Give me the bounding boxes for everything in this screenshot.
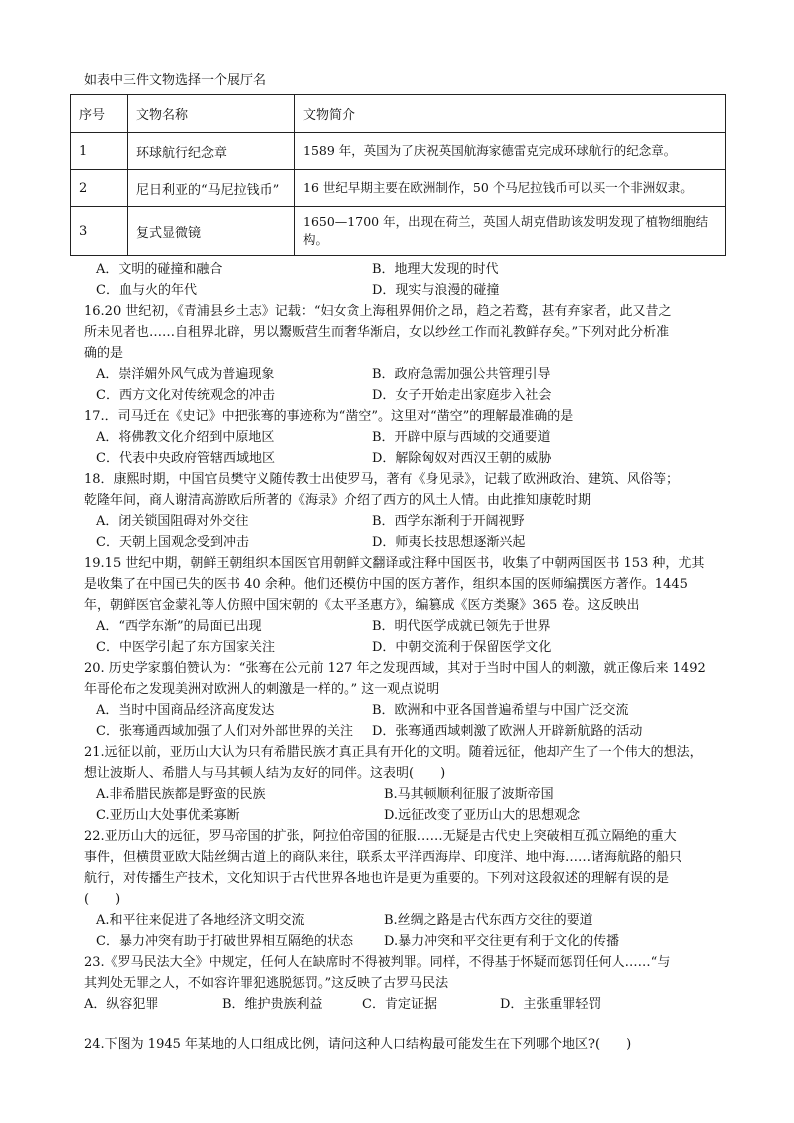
q22-option-d: D.暴力冲突和平交往更有利于文化的传播 — [384, 934, 620, 949]
q15-option-b: B．地理大发现的时代 — [372, 262, 499, 277]
q21-option-d: D.远征改变了亚历山大的思想观念 — [384, 808, 581, 823]
q18-stem-line: 18．康熙时期，中国官员樊守义随传教士出使罗马，著有《身见录》，记载了欧洲政治、建筑、风俗等； — [84, 472, 680, 487]
q23-option-d: D．主张重罪轻罚 — [500, 997, 602, 1012]
q15-option-c: C．血与火的年代 — [96, 283, 197, 298]
q23-option-a: A．纵容犯罪 — [84, 997, 159, 1012]
table-header-row — [71, 95, 726, 133]
q17-stem-line: 17.．司马迁在《史记》中把张骞的事迹称为“凿空”。这里对“凿空”的理解最准确的是 — [84, 409, 574, 424]
header-no: 序号 — [71, 95, 128, 133]
q16-stem-line: 16.20 世纪初，《青浦县乡土志》记载：“妇女贪上海租界佣价之昂，趋之若鹜，甚有弃家者，此又昔之 — [84, 304, 672, 319]
row-no: 2 — [71, 170, 128, 207]
q17-option-a: A．将佛教文化介绍到中原地区 — [96, 430, 275, 445]
q18-option-d: D．师夷长技思想逐渐兴起 — [372, 535, 526, 550]
q15-option-d: D．现实与浪漫的碰撞 — [372, 283, 500, 298]
q18-option-a: A．闭关锁国阻碍对外交往 — [96, 514, 249, 529]
q20-stem-line: 年哥伦布之发现美洲对欧洲人的刺激是一样的。” 这一观点说明 — [84, 682, 440, 697]
q24-stem-line: 24.下图为 1945 年某地的人口组成比例，请问这种人口结构最可能发生在下列哪个地区?( ) — [84, 1037, 632, 1052]
q19-option-b: B．明代医学成就已领先于世界 — [372, 619, 551, 634]
q18-option-b: B．西学东渐利于开阔视野 — [372, 514, 525, 529]
q21-option-b: B.马其顿顺利征服了波斯帝国 — [384, 787, 554, 802]
q19-stem-line: 是收集了在中国已失的医书 40 余种。他们还模仿中国的医方著作，组织本国的医师编撰医方著作。1445 — [84, 577, 688, 592]
row-no: 3 — [71, 207, 128, 256]
q17-option-d: D．解除匈奴对西汉王朝的威胁 — [372, 451, 552, 466]
q16-option-c: C．西方文化对传统观念的冲击 — [96, 388, 275, 403]
q20-option-c: C．张骞通西域加强了人们对外部世界的关注 — [96, 724, 353, 739]
q16-option-d: D．女子开始走出家庭步入社会 — [372, 388, 552, 403]
table-intro: 如表中三件文物选择一个展厅名 — [84, 73, 267, 88]
table-row — [71, 207, 726, 256]
q18-option-c: C．天朝上国观念受到冲击 — [96, 535, 249, 550]
q20-option-b: B．欧洲和中亚各国普遍希望与中国广泛交流 — [372, 703, 629, 718]
table-row — [71, 170, 726, 207]
q22-stem-line: 航行，对传播生产技术，文化知识于古代世界各地也许是更为重要的。下列对这段叙述的理解有误的是 — [84, 871, 670, 886]
q19-option-c: C．中医学引起了东方国家关注 — [96, 640, 275, 655]
q23-stem-line: 其判处无罪之人，不如容许罪犯逃脱惩罚。”这反映了古罗马民法 — [84, 976, 449, 991]
q19-option-a: A．“西学东渐”的局面已出现 — [96, 619, 262, 634]
row-name: 尼日利亚的“马尼拉钱币” — [128, 170, 295, 207]
q20-option-a: A．当时中国商品经济高度发达 — [96, 703, 275, 718]
q22-option-a: A.和平往来促进了各地经济文明交流 — [96, 913, 305, 928]
relics-table — [70, 94, 726, 256]
row-name: 环球航行纪念章 — [128, 133, 295, 170]
header-name: 文物名称 — [128, 95, 295, 133]
q22-option-c: C．暴力冲突有助于打破世界相互隔绝的状态 — [96, 934, 353, 949]
q23-option-c: C．肯定证据 — [362, 997, 437, 1012]
q21-stem-line: 21.远征以前，亚历山大认为只有希腊民族才真正具有开化的文明。随着远征，他却产生了一个伟大的想法， — [84, 745, 703, 760]
row-brief: 1650—1700 年，出现在荷兰，英国人胡克借助该发明发现了植物细胞结构。 — [295, 207, 726, 256]
header-brief: 文物简介 — [295, 95, 726, 133]
row-brief: 16 世纪早期主要在欧洲制作，50 个马尼拉钱币可以买一个非洲奴隶。 — [295, 170, 726, 207]
q15-option-a: A．文明的碰撞和融合 — [96, 262, 223, 277]
q22-stem-line: 事件，但横贯亚欧大陆丝绸古道上的商队来往，联系太平洋西海岸、印度洋、地中海……诸海航路的船只 — [84, 850, 683, 865]
q22-stem-line: 22.亚历山大的远征，罗马帝国的扩张，阿拉伯帝国的征服……无疑是古代史上突破相互孤立隔绝的重大 — [84, 829, 677, 844]
q19-stem-line: 年，朝鲜医官金蒙礼等人仿照中国宋朝的《太平圣惠方》，编篡成《医方类聚》365 卷。这反映出 — [84, 598, 640, 613]
q16-option-a: A．崇洋媚外风气成为普遍现象 — [96, 367, 275, 382]
q23-stem-line: 23.《罗马民法大全》中规定，任何人在缺席时不得被判罪。同样，不得基于怀疑而惩罚任何人……“与 — [84, 955, 671, 970]
table-row — [71, 133, 726, 170]
q20-option-d: D．张骞通西域刺激了欧洲人开辟新航路的活动 — [372, 724, 643, 739]
q16-option-b: B．政府急需加强公共管理引导 — [372, 367, 551, 382]
q21-option-a: A.非希腊民族都是野蛮的民族 — [96, 787, 266, 802]
q21-stem-line: 想让波斯人、希腊人与马其顿人结为友好的同伴。这表明( ) — [84, 766, 446, 781]
q20-stem-line: 20. 历史学家翦伯赞认为：“张骞在公元前 127 年之发现西域，其对于当时中国人的刺激，就正像后来 1492 — [84, 661, 706, 676]
q16-stem-line: 所未见者也……自租界北辟，男以鬻贩营生而奢华渐启，女以纱丝工作而礼教鲜存矣。”下列对此分析准 — [84, 325, 670, 340]
row-no: 1 — [71, 133, 128, 170]
q23-option-b: B．维护贵族利益 — [222, 997, 323, 1012]
q21-option-c: C.亚历山大处事优柔寡断 — [96, 808, 240, 823]
q22-option-b: B.丝绸之路是古代东西方交往的要道 — [384, 913, 593, 928]
q17-option-c: C．代表中央政府管辖西域地区 — [96, 451, 275, 466]
q18-stem-line: 乾隆年间，商人谢清高游欧后所著的《海录》介绍了西方的风土人情。由此推知康乾时期 — [84, 493, 592, 508]
q22-stem-line: ( ) — [84, 892, 121, 907]
q19-stem-line: 19.15 世纪中期，朝鲜王朝组织本国医官用朝鲜文翻译或注释中国医书，收集了中朝两国医书 153 种，尤其 — [84, 556, 705, 571]
q19-option-d: D．中朝交流利于保留医学文化 — [372, 640, 552, 655]
q16-stem-line: 确的是 — [84, 346, 124, 361]
row-brief: 1589 年，英国为了庆祝英国航海家德雷克完成环球航行的纪念章。 — [295, 133, 726, 170]
q17-option-b: B．开辟中原与西域的交通要道 — [372, 430, 551, 445]
row-name: 复式显微镜 — [128, 207, 295, 256]
